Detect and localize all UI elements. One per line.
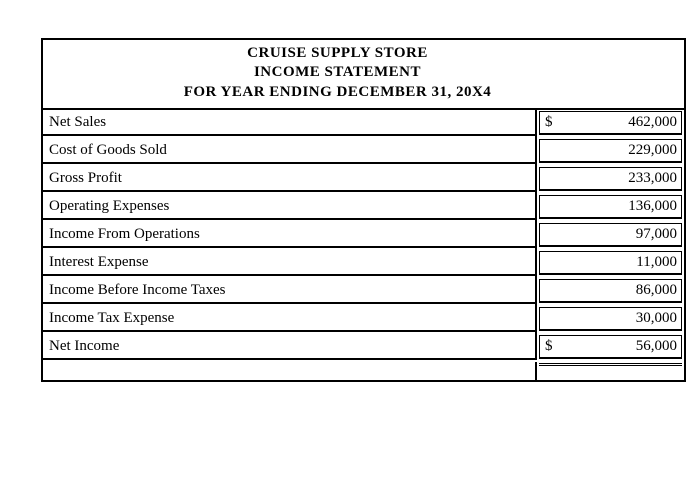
- statement-period: FOR YEAR ENDING DECEMBER 31, 20X4: [183, 84, 492, 100]
- row-label: Income From Operations: [49, 226, 200, 242]
- row-value-cell: [539, 335, 682, 359]
- table-row: [43, 192, 684, 220]
- row-value-cell: [539, 195, 682, 219]
- row-label: Income Tax Expense: [49, 310, 175, 326]
- row-value-cell: [539, 307, 682, 331]
- company-name: CRUISE SUPPLY STORE: [247, 45, 428, 61]
- row-value-cell: [539, 251, 682, 275]
- row-value-cell: [539, 279, 682, 303]
- row-label: Operating Expenses: [49, 198, 170, 214]
- row-amount: 97,000: [635, 226, 677, 242]
- dollar-sign: $: [545, 338, 553, 354]
- dollar-sign: $: [545, 114, 553, 130]
- row-amount: 30,000: [635, 310, 677, 326]
- row-label-cell: [43, 248, 537, 276]
- table-row: [43, 276, 684, 304]
- row-amount: 11,000: [636, 254, 677, 270]
- row-label: Gross Profit: [49, 170, 122, 186]
- row-label-cell: [43, 332, 537, 360]
- row-label: Net Income: [49, 338, 120, 354]
- row-amount: 56,000: [635, 338, 677, 354]
- row-value-cell: [539, 139, 682, 163]
- row-value-cell: [539, 167, 682, 191]
- table-row: [43, 136, 684, 164]
- row-label-cell: [43, 192, 537, 220]
- row-label-cell: [43, 276, 537, 304]
- row-label: Net Sales: [49, 114, 107, 130]
- row-label-cell: [43, 220, 537, 248]
- row-value-cell: [539, 111, 682, 135]
- statement-title: INCOME STATEMENT: [253, 64, 422, 80]
- row-amount: 136,000: [628, 198, 677, 214]
- row-label-cell: [43, 108, 537, 136]
- table-row: [43, 220, 684, 248]
- row-label: Cost of Goods Sold: [49, 142, 167, 158]
- table-row: [43, 248, 684, 276]
- blank-label-cell: [43, 362, 537, 382]
- blank-value-cell: [539, 363, 682, 382]
- row-amount: 462,000: [628, 114, 677, 130]
- income-statement-table: [41, 38, 686, 382]
- table-row: [43, 304, 684, 332]
- row-label-cell: [43, 136, 537, 164]
- row-amount: 229,000: [628, 142, 677, 158]
- row-label: Interest Expense: [49, 254, 149, 270]
- row-label: Income Before Income Taxes: [49, 282, 226, 298]
- row-value-cell: [539, 223, 682, 247]
- row-amount: 233,000: [628, 170, 677, 186]
- row-label-cell: [43, 164, 537, 192]
- table-row: [43, 108, 684, 136]
- blank-row: [43, 362, 684, 382]
- row-label-cell: [43, 304, 537, 332]
- statement-header: [43, 40, 684, 110]
- table-row: [43, 332, 684, 360]
- table-row: [43, 164, 684, 192]
- row-amount: 86,000: [635, 282, 677, 298]
